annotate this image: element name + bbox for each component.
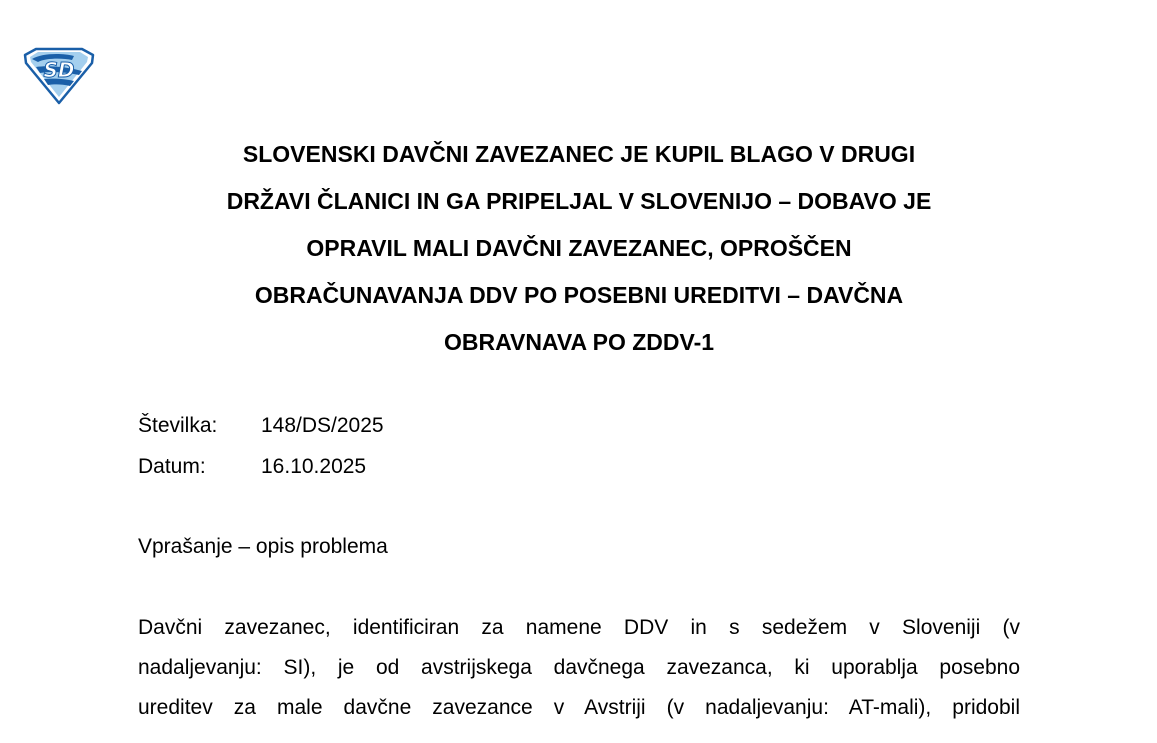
title-line: OBRAVNAVA PO ZDDV-1 (443, 329, 715, 355)
paragraph-line: ureditev za male davčne zavezance v Avstriji (v nadaljevanju: AT-mali), pridobil (138, 696, 1020, 719)
body-paragraph (138, 608, 1020, 728)
document-meta (138, 405, 384, 487)
meta-row-number (138, 405, 384, 446)
title-line: OBRAČUNAVANJA DDV PO POSEBNI UREDITVI – DAVČNA (254, 282, 904, 308)
logo-text: SD (43, 58, 75, 82)
paragraph-line: nadaljevanju: SI), je od avstrijskega davčnega zavezanca, ki uporablja posebno (138, 656, 1020, 679)
meta-row-date (138, 446, 384, 487)
number-value: 148/DS/2025 (261, 414, 384, 437)
date-value: 16.10.2025 (261, 455, 367, 478)
document-title (138, 131, 1020, 366)
section-heading: Vprašanje – opis problema (138, 535, 388, 558)
title-line: SLOVENSKI DAVČNI ZAVEZANEC JE KUPIL BLAGO V DRUGI (242, 141, 916, 167)
diamond-logo-icon (22, 47, 96, 105)
paragraph-line: Davčni zavezanec, identificiran za namene DDV in s sedežem v Sloveniji (v (138, 616, 1020, 639)
title-line: DRŽAVI ČLANICI IN GA PRIPELJAL V SLOVENIJO – DOBAVO JE (226, 188, 932, 214)
company-logo (22, 47, 96, 105)
number-label: Številka: (138, 414, 218, 437)
date-label: Datum: (138, 455, 206, 478)
title-line: OPRAVIL MALI DAVČNI ZAVEZANEC, OPROŠČEN (306, 235, 852, 261)
